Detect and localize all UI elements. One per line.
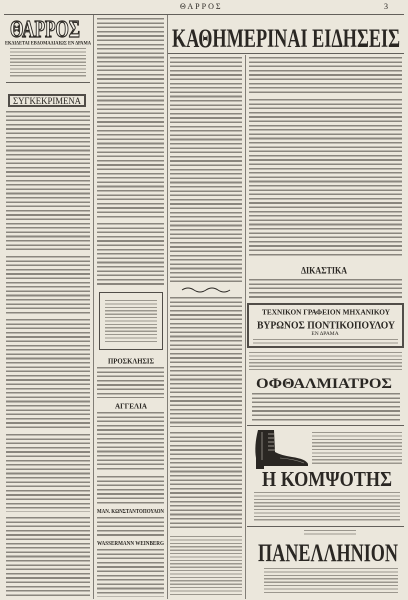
running-title: ΘΑΡΡΟΣ bbox=[180, 2, 223, 11]
body-text-block bbox=[249, 279, 402, 299]
panhellenic-ad-text bbox=[304, 530, 356, 536]
svg-text:ΤΕΧΝΙΚΟΝ ΓΡΑΦΕΙΟΝ ΜΗΧΑΝΙΚΟΥ: ΤΕΧΝΙΚΟΝ ΓΡΑΦΕΙΟΝ ΜΗΧΑΝΙΚΟΥ bbox=[262, 307, 391, 316]
svg-text:ΟΦΘΑΛΜΙΑΤΡΟΣ: ΟΦΘΑΛΜΙΑΤΡΟΣ bbox=[256, 376, 393, 390]
engineer-ad-line1 bbox=[262, 307, 392, 316]
shoes-ad-title bbox=[262, 467, 394, 489]
ophthalmologist-ad-text bbox=[252, 393, 400, 421]
notice-name-1 bbox=[97, 507, 165, 514]
body-text-block bbox=[6, 517, 90, 597]
svg-text:ΒΥΡΩΝΟΣ ΠΟΝΤΙΚΟΠΟΥΛΟΥ: ΒΥΡΩΝΟΣ ΠΟΝΤΙΚΟΠΟΥΛΟΥ bbox=[257, 319, 396, 330]
heading-rule bbox=[168, 53, 404, 54]
body-text-block bbox=[6, 256, 90, 314]
announcement-heading bbox=[115, 401, 149, 410]
body-text-block bbox=[6, 434, 90, 512]
body-text-block bbox=[97, 223, 164, 287]
section-heading-box bbox=[8, 94, 86, 107]
svg-text:WASSERMANN WEINBERG: WASSERMANN WEINBERG bbox=[97, 541, 165, 546]
section-heading-left bbox=[10, 96, 84, 105]
page-number: 3 bbox=[384, 2, 390, 11]
svg-text:ΠΑΝΕΛΛΗΝΙΟΝ: ΠΑΝΕΛΛΗΝΙΟΝ bbox=[258, 540, 398, 564]
column-rule bbox=[167, 15, 168, 599]
engineer-ad-line3: ΕΝ ΔΡΑΜΑ bbox=[311, 331, 339, 337]
body-text-block bbox=[249, 352, 402, 370]
body-text-block bbox=[170, 536, 242, 596]
svg-text:ΜΑΝ. ΚΩΝΣΤΑΝΤΟΠΟΥΛΟΝ: ΜΑΝ. ΚΩΝΣΤΑΝΤΟΠΟΥΛΟΝ bbox=[97, 509, 165, 514]
boot-icon bbox=[250, 428, 310, 470]
body-text-block bbox=[97, 549, 164, 597]
body-text-block bbox=[170, 432, 242, 530]
body-text-block bbox=[249, 57, 402, 94]
body-text-block bbox=[170, 297, 242, 427]
body-text-block bbox=[97, 367, 164, 398]
body-text-block bbox=[97, 517, 164, 537]
shoes-ad-text bbox=[312, 432, 402, 464]
svg-text:ΠΡΟΣΚΛΗΣΙΣ: ΠΡΟΣΚΛΗΣΙΣ bbox=[108, 356, 155, 365]
engineer-ad-line2 bbox=[257, 318, 397, 330]
column-rule bbox=[93, 15, 94, 599]
ophthalmologist-title bbox=[256, 373, 396, 390]
section-rule bbox=[6, 82, 90, 83]
body-text-block bbox=[6, 319, 90, 429]
svg-text:ΚΑΘΗΜΕΡΙΝΑΙ ΕΙΔΗΣΕΙΣ: ΚΑΘΗΜΕΡΙΝΑΙ ΕΙΔΗΣΕΙΣ bbox=[172, 24, 400, 52]
body-text-block bbox=[97, 412, 164, 471]
panhellenic-title bbox=[258, 538, 400, 564]
body-text-block bbox=[6, 111, 90, 251]
svg-text:ΘΑΡΡΟΣ: ΘΑΡΡΟΣ bbox=[10, 17, 80, 40]
main-heading bbox=[170, 22, 404, 52]
ad-rule bbox=[247, 425, 404, 426]
svg-text:ΕΚΔΙΔΕΤΑΙ ΕΒΔΟΜΑΔΙΑΙΩΣ ΕΝ ΔΡΑΜ: ΕΚΔΙΔΕΤΑΙ ΕΒΔΟΜΑΔΙΑΙΩΣ ΕΝ ΔΡΑΜΑ bbox=[5, 40, 91, 46]
column-rule bbox=[245, 55, 246, 599]
engineer-ad-text bbox=[253, 339, 398, 345]
masthead-title bbox=[8, 16, 82, 40]
shoes-ad-text bbox=[254, 492, 400, 522]
body-text-block bbox=[249, 99, 402, 257]
notice-text bbox=[105, 300, 157, 344]
body-text-block bbox=[170, 57, 242, 285]
svg-text:Η ΚΟΜΨΟΤΗΣ: Η ΚΟΜΨΟΤΗΣ bbox=[262, 467, 392, 489]
svg-text:ΑΓΓΕΛΙΑ: ΑΓΓΕΛΙΑ bbox=[115, 401, 148, 410]
ornament-divider bbox=[180, 286, 234, 294]
ad-rule bbox=[247, 526, 404, 527]
masthead-subtitle bbox=[5, 39, 91, 46]
svg-text:ΔΙΚΑΣΤΙΚΑ: ΔΙΚΑΣΤΙΚΑ bbox=[301, 265, 348, 275]
body-text-block bbox=[97, 476, 164, 504]
subscription-info-text bbox=[10, 48, 86, 78]
svg-text:ΣΥΓΚΕΚΡΙΜΕΝΑ: ΣΥΓΚΕΚΡΙΜΕΝΑ bbox=[13, 96, 82, 105]
body-text-block bbox=[97, 18, 164, 218]
header-rule bbox=[4, 14, 404, 15]
invitation-heading bbox=[108, 356, 156, 365]
panhellenic-ad-text bbox=[264, 568, 398, 594]
legal-heading bbox=[301, 265, 349, 275]
notice-name-2 bbox=[97, 539, 165, 546]
